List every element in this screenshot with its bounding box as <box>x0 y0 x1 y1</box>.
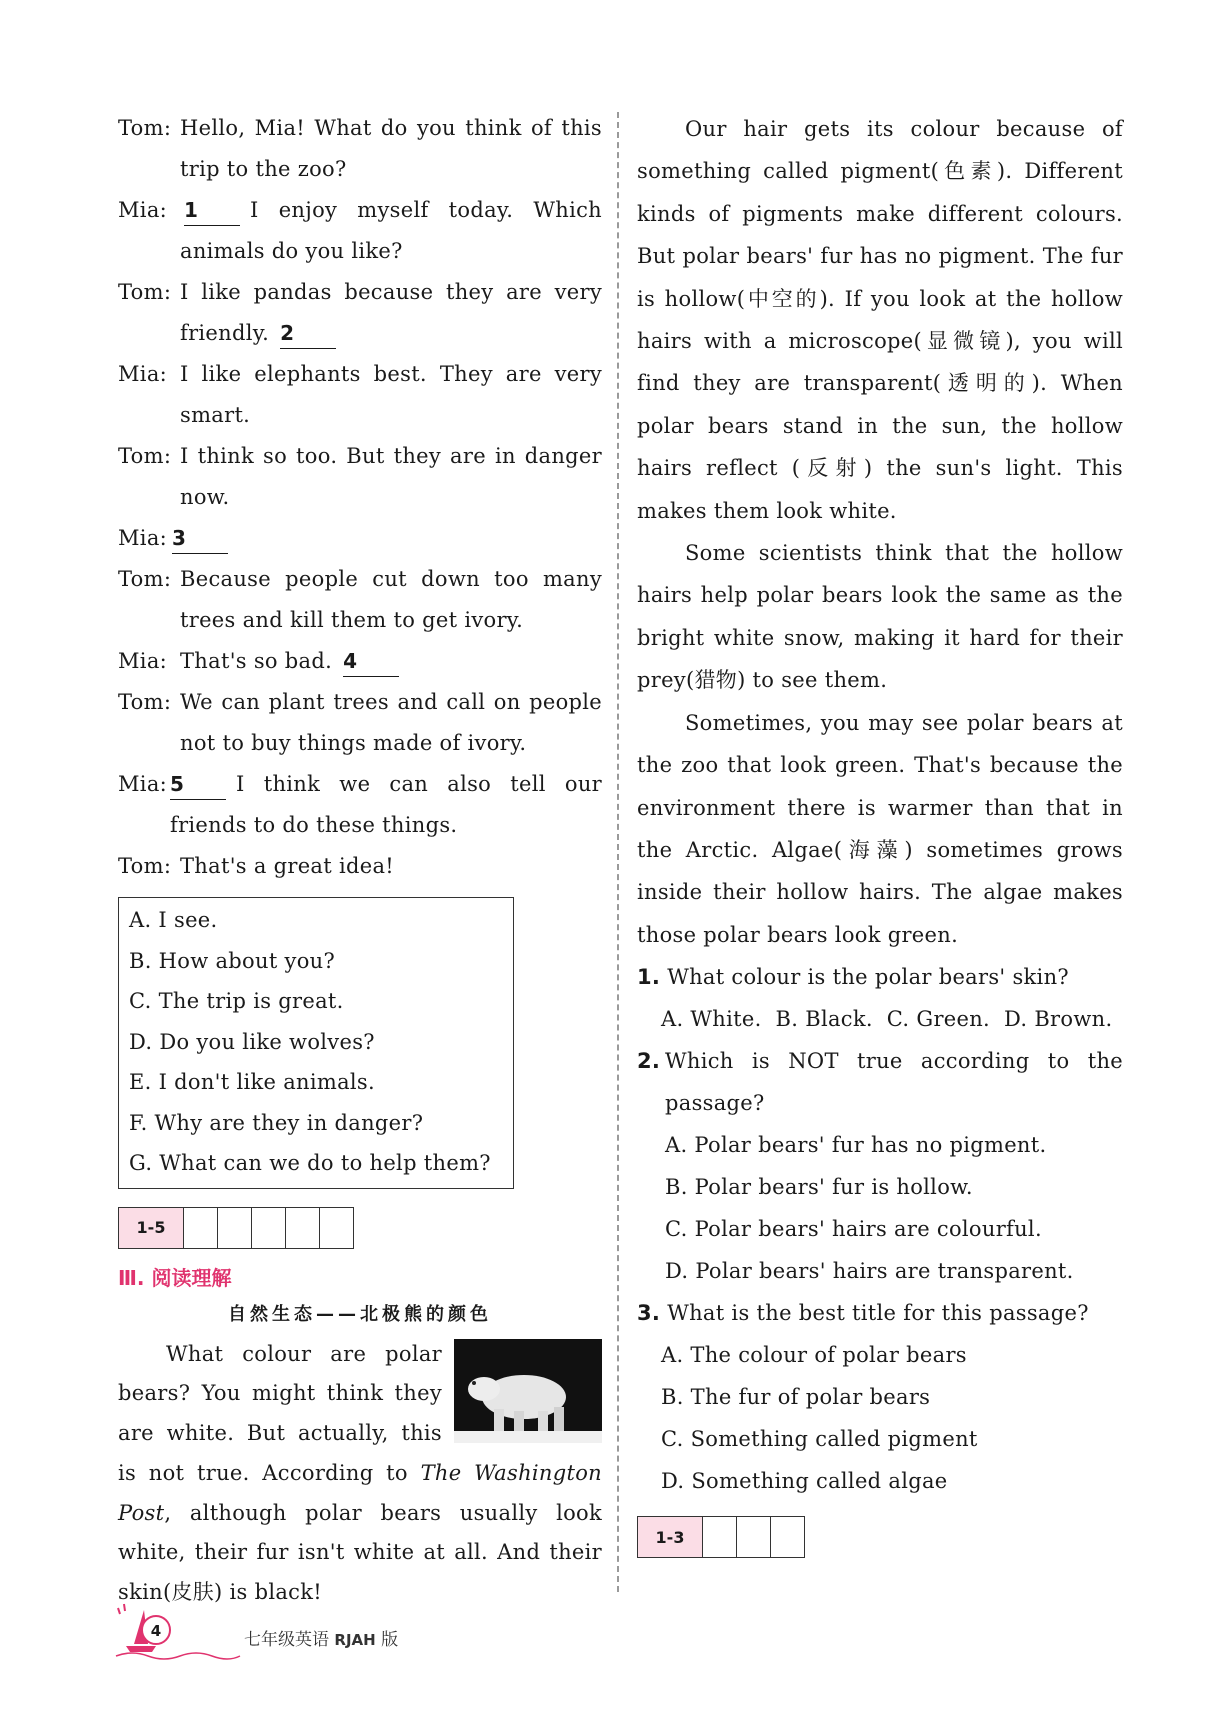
speaker: Tom: <box>118 116 172 140</box>
question-1 <box>637 956 1123 1040</box>
option-item: B. Polar bears' fur is hollow. <box>665 1175 973 1200</box>
section-heading: Ⅲ. 阅读理解 <box>118 1265 232 1290</box>
dialogue <box>118 108 602 887</box>
left-column <box>118 108 602 1613</box>
speaker: Tom: <box>118 444 172 468</box>
dialogue-text: I enjoy myself today. Which animals do you like? <box>180 198 602 263</box>
page-number: 4 <box>150 1622 162 1640</box>
question-number: 1. <box>637 965 661 990</box>
dialogue-line <box>118 354 602 436</box>
question-number: 2. <box>637 1049 661 1074</box>
dialogue-line <box>118 518 602 559</box>
option-item: A. I see. <box>129 908 218 932</box>
answer-cell[interactable] <box>218 1207 252 1249</box>
dialogue-line <box>118 682 602 764</box>
answer-blank[interactable]: 2 <box>280 318 336 349</box>
option-item: G. What can we do to help them? <box>129 1151 491 1175</box>
question-text: Which is NOT true according to the passage? <box>665 1049 1123 1116</box>
column-divider <box>617 112 619 1592</box>
passage-paragraph-1: What colour are polar bears? You might think they are white. But actually, this is not true. According to The Washington Post, although polar bears usually look white, their fur isn't white at all. And their skin(皮肤) is black! <box>118 1341 602 1605</box>
question-text: What colour is the polar bears' skin? <box>667 965 1069 990</box>
dialogue-text: I think so too. But they are in danger now. <box>180 444 602 509</box>
dialogue-text: I like elephants best. They are very smart. <box>180 362 602 427</box>
answer-grid-label: 1-5 <box>118 1207 184 1249</box>
option-item: C. The trip is great. <box>129 989 344 1013</box>
speaker: Tom: <box>118 854 172 878</box>
question-2 <box>637 1040 1123 1292</box>
option-item: B. How about you? <box>129 948 336 973</box>
dialogue-text: Hello, Mia! What do you think of this trip to the zoo? <box>180 116 602 181</box>
option-item: A. The colour of polar bears <box>661 1343 967 1368</box>
answer-cell[interactable] <box>737 1516 771 1558</box>
answer-grid-label: 1-3 <box>637 1516 703 1558</box>
dialogue-text: I think we can also tell our friends to do these things. <box>170 772 602 837</box>
question-options: A. White. B. Black. C. Green. D. Brown. <box>661 1007 1113 1032</box>
option-item: A. Polar bears' fur has no pigment. <box>665 1133 1047 1158</box>
passage-title: 自然生态——北极熊的颜色 <box>228 1303 492 1325</box>
answer-grid-1-5 <box>118 1207 602 1249</box>
right-column <box>637 108 1123 1558</box>
speaker: Tom: <box>118 280 172 304</box>
question-3 <box>637 1292 1123 1502</box>
option-item: C. Something called pigment <box>661 1427 978 1452</box>
dialogue-line <box>118 559 602 641</box>
answer-grid-1-3 <box>637 1516 1123 1558</box>
speaker: Mia: <box>118 526 168 550</box>
option-item: D. Polar bears' hairs are transparent. <box>665 1259 1074 1284</box>
dialogue-text: Because people cut down too many trees and kill them to get ivory. <box>180 567 602 632</box>
answer-cell[interactable] <box>320 1207 354 1249</box>
passage-paragraph-3: Some scientists think that the hollow hairs help polar bears look the same as the bright white snow, making it hard for their prey(猎物) to see them. <box>637 541 1123 693</box>
dialogue-line <box>118 846 602 887</box>
answer-cell[interactable] <box>286 1207 320 1249</box>
speaker: Mia: <box>118 198 168 222</box>
option-item: C. Polar bears' hairs are colourful. <box>665 1217 1042 1242</box>
polar-bear-icon <box>454 1339 602 1443</box>
option-item: D. Do you like wolves? <box>129 1029 375 1054</box>
question-text: What is the best title for this passage? <box>667 1301 1089 1326</box>
source-name: The Washington Post <box>118 1460 602 1525</box>
dialogue-text: I like pandas because they are very friendly. <box>180 280 602 345</box>
dialogue-text: We can plant trees and call on people not to buy things made of ivory. <box>180 690 602 755</box>
dialogue-text: That's a great idea! <box>180 854 395 878</box>
answer-cell[interactable] <box>703 1516 737 1558</box>
dialogue-line <box>118 764 602 846</box>
passage-paragraph-2: Our hair gets its colour because of something called pigment(色素). Different kinds of pigments make different colours. But polar bears' fur has no pigment. The fur is hollow(中空的). If you look at the hollow hairs with a microscope(显微镜), you will find they are transparent(透明的). When polar bears stand in the sun, the hollow hairs reflect (反射) the sun's light. This makes them look white. <box>637 117 1123 523</box>
question-number: 3. <box>637 1301 661 1326</box>
answer-blank[interactable]: 5 <box>170 769 226 800</box>
option-item: E. I don't like animals. <box>129 1070 375 1094</box>
book-title: 七年级英语 RJAH 版 <box>244 1630 399 1650</box>
speaker: Mia: <box>118 649 168 673</box>
speaker: Tom: <box>118 690 172 714</box>
dialogue-text: That's so bad. <box>180 649 333 673</box>
dialogue-line <box>118 108 602 190</box>
options-box <box>118 897 514 1189</box>
answer-cell[interactable] <box>184 1207 218 1249</box>
speaker: Mia: <box>118 362 168 386</box>
option-item: B. The fur of polar bears <box>661 1385 931 1410</box>
option-item: D. Something called algae <box>661 1469 948 1494</box>
speaker: Tom: <box>118 567 172 591</box>
answer-cell[interactable] <box>771 1516 805 1558</box>
dialogue-line <box>118 436 602 518</box>
answer-blank[interactable]: 4 <box>343 646 399 677</box>
polar-bear-photo <box>454 1339 602 1443</box>
answer-cell[interactable] <box>252 1207 286 1249</box>
answer-blank[interactable]: 3 <box>172 523 228 554</box>
sailboat-logo-icon <box>112 1600 242 1660</box>
dialogue-line <box>118 190 602 272</box>
dialogue-line <box>118 641 602 682</box>
option-item: F. Why are they in danger? <box>129 1110 424 1135</box>
passage-paragraph-4: Sometimes, you may see polar bears at the zoo that look green. That's because the environment there is warmer than that in the Arctic. Algae(海藻) sometimes grows inside their hollow hairs. The algae makes those polar bears look green. <box>637 710 1123 947</box>
speaker: Mia: <box>118 772 168 796</box>
dialogue-line <box>118 272 602 354</box>
answer-blank[interactable]: 1 <box>184 195 240 226</box>
